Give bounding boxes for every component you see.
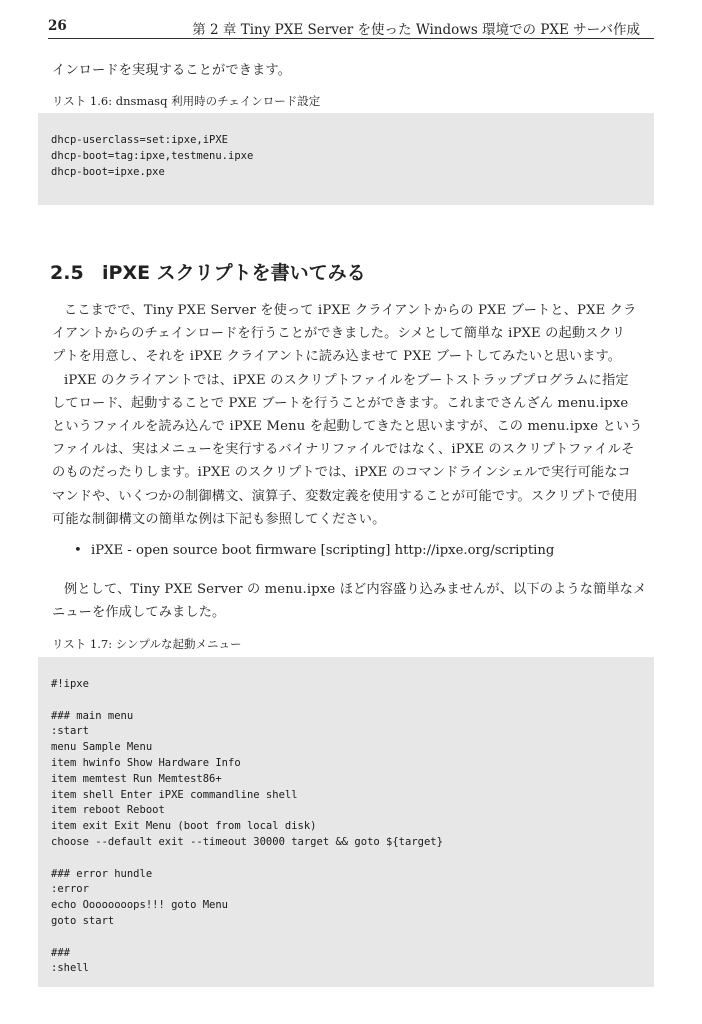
code-line: choose --default exit --timeout 30000 target && goto ${target}: [51, 835, 443, 848]
paragraph-1-line: イアントからのチェインロードを行うことができました。シメとして簡単な iPXE の起動スクリ: [52, 326, 626, 341]
reference-bullet: [74, 543, 554, 558]
paragraph-3-line: ニューを作成してみました。: [52, 605, 226, 620]
listing-1-7-code-block: [38, 657, 654, 987]
code-line: [38, 930, 654, 946]
paragraph-2-line: のものだったりします。iPXE のスクリプトでは、iPXE のコマンドラインシェルで実行可能なコ: [52, 465, 631, 480]
paragraph-2-line: iPXE のクライアントでは、iPXE のスクリプトファイルをブートストラッププログラムに指定: [64, 373, 629, 388]
code-line: [38, 693, 654, 709]
reference-text: iPXE - open source boot firmware [scripting] http://ipxe.org/scripting: [91, 543, 555, 558]
listing-1-6-code-block: [38, 113, 654, 205]
code-line: dhcp-boot=ipxe.pxe: [51, 165, 165, 178]
code-line: ###: [51, 946, 70, 959]
section-number: 2.5: [50, 262, 84, 284]
code-line: item memtest Run Memtest86+: [51, 772, 222, 785]
code-line: dhcp-userclass=set:ipxe,iPXE: [51, 134, 229, 146]
code-line: [38, 851, 654, 867]
running-title: 第 2 章 Tiny PXE Server を使った Windows 環境での PXE サーバ作成: [192, 22, 640, 38]
page-number: 26: [48, 18, 67, 34]
code-line: #!ipxe: [51, 678, 89, 690]
paragraph-2-line: 可能な制御構文の簡単な例は下記も参照してください。: [52, 512, 386, 527]
section-heading: [50, 258, 366, 285]
code-line: item hwinfo Show Hardware Info: [51, 756, 241, 769]
paragraph-2-line: ファイルは、実はメニューを実行するバイナリファイルではなく、iPXE のスクリプトファイルそ: [52, 442, 635, 457]
code-line: ### main menu: [51, 709, 134, 722]
code-line: dhcp-boot=tag:ipxe,testmenu.ipxe: [51, 149, 254, 162]
code-line: ### error hundle: [51, 867, 153, 880]
intro-text: インロードを実現することができます。: [52, 63, 292, 78]
listing-1-7-caption: リスト 1.7: シンプルな起動メニュー: [52, 637, 242, 651]
section-title: iPXE スクリプトを書いてみる: [102, 262, 366, 284]
paragraph-1-line: プトを用意し、それを iPXE クライアントに読み込ませて PXE ブートしてみたいと思います。: [52, 349, 622, 364]
code-line: item reboot Reboot: [51, 804, 165, 817]
code-line: echo Oooooooops!!! goto Menu: [51, 899, 229, 912]
paragraph-2-line: マンドや、いくつかの制御構文、演算子、変数定義を使用することが可能です。スクリプトで使用: [52, 489, 638, 504]
paragraph-1-line: ここまでで、Tiny PXE Server を使って iPXE クライアントからの PXE ブートと、PXE クラ: [64, 303, 637, 318]
paragraph-2-line: してロード、起動することで PXE ブートを行うことができます。これまでさんざん menu.ipxe: [52, 396, 629, 411]
paragraph-2-line: というファイルを読み込んで iPXE Menu を起動してきたと思いますが、この menu.ipxe という: [52, 419, 643, 434]
listing-1-6-caption: リスト 1.6: dnsmasq 利用時のチェインロード設定: [52, 94, 321, 108]
code-line: goto start: [51, 914, 115, 927]
code-line: :shell: [51, 962, 89, 975]
code-line: menu Sample Menu: [51, 741, 153, 754]
paragraph-3-line: 例として、Tiny PXE Server の menu.ipxe ほど内容盛り込みませんが、以下のような簡単なメ: [64, 582, 647, 597]
code-line: :error: [51, 883, 89, 896]
code-line: :start: [51, 725, 89, 738]
page-header: [48, 18, 654, 39]
code-line: item shell Enter iPXE commandline shell: [51, 788, 298, 801]
code-line: item exit Exit Menu (boot from local disk): [51, 820, 317, 833]
bullet-icon: •: [74, 543, 82, 558]
